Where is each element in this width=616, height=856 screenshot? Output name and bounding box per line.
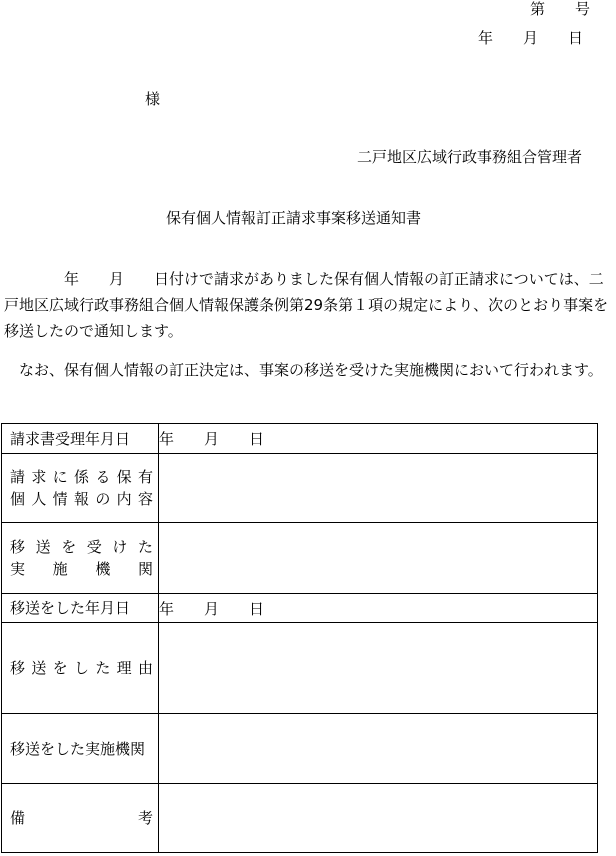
value-receipt-date: 年 月 日 — [159, 424, 598, 454]
table-row — [2, 454, 598, 523]
addressee-suffix: 様 — [145, 90, 161, 108]
table-row — [2, 523, 598, 594]
value-transferring-agency — [159, 714, 598, 784]
label-line: 個人情報の内容 — [10, 490, 153, 508]
table-row — [2, 623, 598, 714]
body-paragraph-2: なお、保有個人情報の訂正決定は、事案の移送を受けた実施機関において行われます。 — [4, 361, 603, 379]
label-line: 実施機関 — [10, 560, 153, 578]
document-number: 第 号 — [529, 0, 590, 18]
table-row — [2, 594, 598, 623]
table-row — [2, 714, 598, 784]
label-transfer-reason: 移送をした理由 — [2, 623, 159, 714]
label-line: 請求に係る保有 — [10, 468, 153, 486]
value-receiving-agency — [159, 523, 598, 594]
table-row — [2, 424, 598, 454]
label-receiving-agency — [2, 523, 159, 594]
value-remarks — [159, 784, 598, 853]
document-date: 年 月 日 — [477, 29, 583, 47]
value-transfer-date: 年 月 日 — [159, 594, 598, 623]
value-info-content — [159, 454, 598, 523]
label-line: 移送を受けた — [10, 538, 153, 556]
document-title: 保有個人情報訂正請求事案移送通知書 — [166, 209, 422, 227]
table-row — [2, 784, 598, 853]
body-paragraph-1: 年 月 日付けで請求がありました保有個人情報の訂正請求については、二戸地区広域行政事務組合個人情報保護条例第29条第１項の規定により、次のとおり事案を移送したので通知します。 — [4, 270, 609, 340]
label-transferring-agency: 移送をした実施機関 — [2, 714, 159, 784]
transfer-details-table — [1, 423, 598, 853]
label-receipt-date: 請求書受理年月日 — [2, 424, 159, 454]
value-transfer-reason — [159, 623, 598, 714]
label-remarks: 備考 — [2, 784, 159, 853]
issuer-name: 二戸地区広域行政事務組合管理者 — [356, 148, 582, 166]
label-info-content — [2, 454, 159, 523]
label-transfer-date: 移送をした年月日 — [2, 594, 159, 623]
